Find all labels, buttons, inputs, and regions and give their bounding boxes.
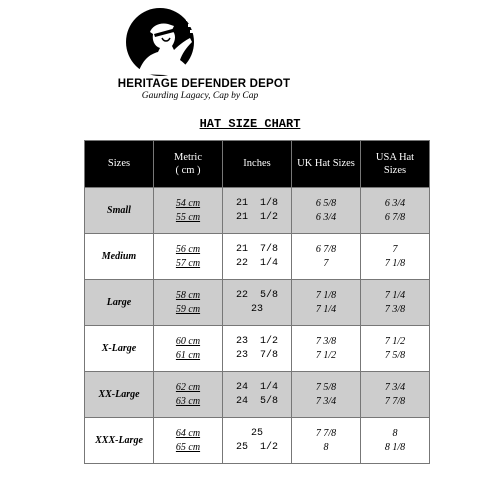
metric-cell: 58 cm 59 cm [154,280,223,326]
usa-cell: 8 8 1/8 [361,418,430,464]
size-cell: XX-Large [85,372,154,418]
header-metric: Metric ( cm ) [154,141,223,188]
logo [124,4,204,84]
usa-cell: 7 3/4 7 7/8 [361,372,430,418]
metric-cell: 62 cm 63 cm [154,372,223,418]
inches-cell: 22 5/8 23 [223,280,292,326]
header-uk: UK Hat Sizes [292,141,361,188]
usa-cell: 7 1/2 7 5/8 [361,326,430,372]
header-sizes: Sizes [85,141,154,188]
size-cell: Medium [85,234,154,280]
table-row [85,280,430,326]
size-cell: Large [85,280,154,326]
inches-cell: 23 1/2 23 7/8 [223,326,292,372]
table-row [85,188,430,234]
inches-cell: 25 25 1/2 [223,418,292,464]
uk-cell: 7 7/8 8 [292,418,361,464]
table-row [85,326,430,372]
table-row [85,372,430,418]
inches-cell: 21 7/8 22 1/4 [223,234,292,280]
metric-cell: 56 cm 57 cm [154,234,223,280]
header-usa: USA Hat Sizes [361,141,430,188]
metric-cell: 60 cm 61 cm [154,326,223,372]
size-cell: Small [85,188,154,234]
usa-cell: 7 1/4 7 3/8 [361,280,430,326]
usa-cell: 6 3/4 6 7/8 [361,188,430,234]
table-row [85,418,430,464]
metric-cell: 54 cm 55 cm [154,188,223,234]
inches-cell: 21 1/8 21 1/2 [223,188,292,234]
uk-cell: 6 7/8 7 [292,234,361,280]
table-header-row [85,141,430,188]
chart-title: HAT SIZE CHART [199,117,301,131]
metric-cell: 64 cm 65 cm [154,418,223,464]
brand-name: HERITAGE DEFENDER DEPOT [117,78,291,90]
uk-cell: 7 3/8 7 1/2 [292,326,361,372]
size-cell: XXX-Large [85,418,154,464]
size-cell: X-Large [85,326,154,372]
size-table [84,140,430,464]
usa-cell: 7 7 1/8 [361,234,430,280]
inches-cell: 24 1/4 24 5/8 [223,372,292,418]
header-inches: Inches [223,141,292,188]
uk-cell: 7 5/8 7 3/4 [292,372,361,418]
table-row [85,234,430,280]
uk-cell: 7 1/8 7 1/4 [292,280,361,326]
brand-tagline: Gaurding Lagacy, Cap by Cap [141,91,259,101]
uk-cell: 6 5/8 6 3/4 [292,188,361,234]
saluting-soldier-icon [124,4,204,84]
brand-block [0,78,500,101]
